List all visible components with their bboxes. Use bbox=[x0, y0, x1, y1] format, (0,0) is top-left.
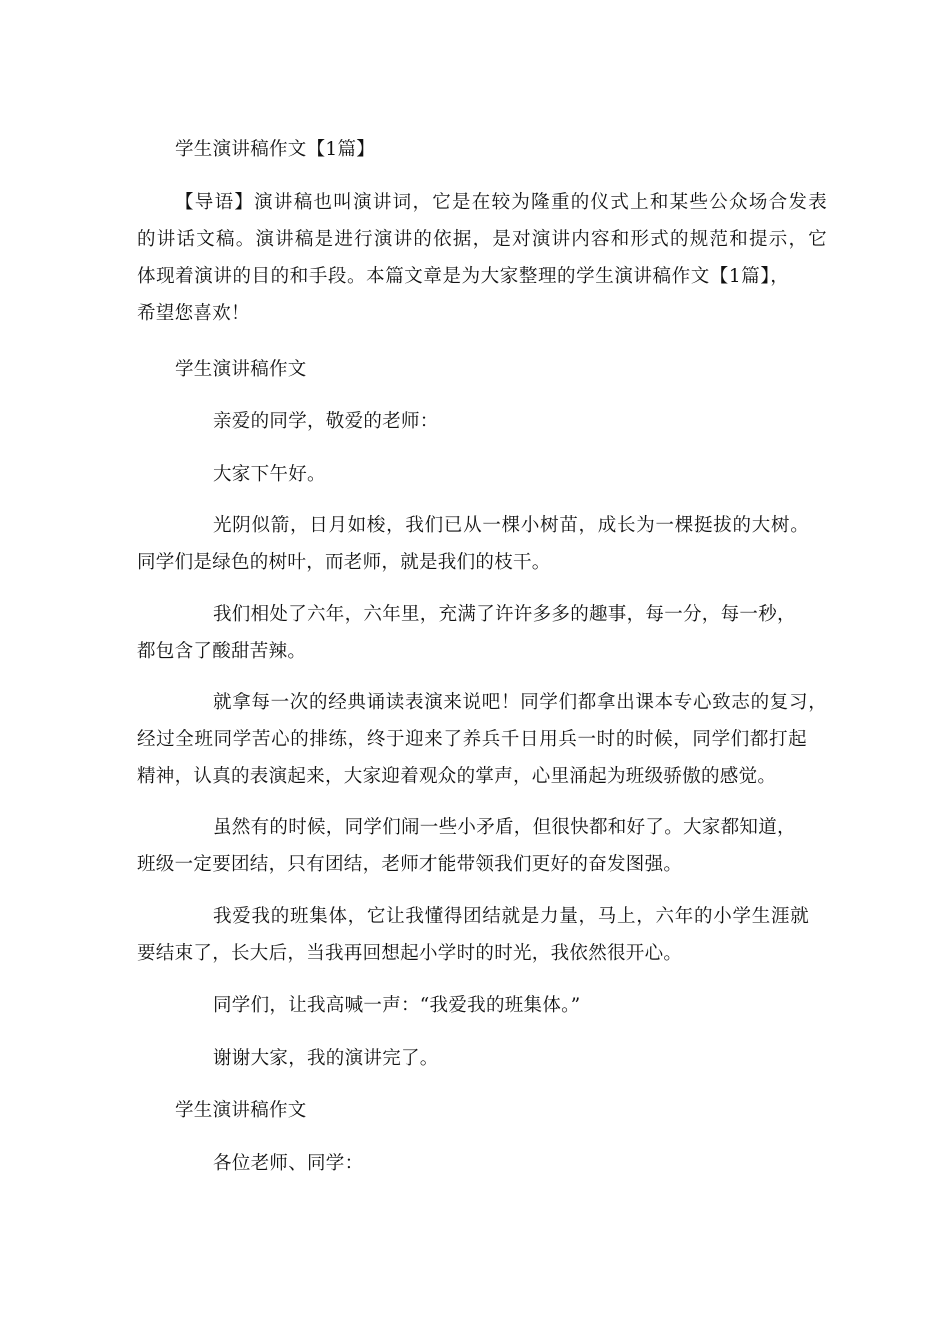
intro-line-4: 希望您喜欢！ bbox=[137, 303, 250, 324]
paragraph-2-line-1: 我们相处了六年，六年里，充满了许许多多的趣事，每一分，每一秒， bbox=[213, 604, 796, 625]
paragraph-1-line-1: 光阴似箭，日月如梭，我们已从一棵小树苗，成长为一棵挺拔的大树。 bbox=[213, 515, 809, 536]
document-title: 学生演讲稿作文【1篇】 bbox=[175, 139, 376, 160]
paragraph-4-line-2: 班级一定要团结，只有团结，老师才能带领我们更好的奋发图强。 bbox=[137, 854, 683, 875]
hello-line: 大家下午好。 bbox=[213, 464, 326, 485]
paragraph-5-line-1: 我爱我的班集体，它让我懂得团结就是力量，马上，六年的小学生涯就 bbox=[213, 906, 809, 927]
intro-line-2: 的讲话文稿。演讲稿是进行演讲的依据，是对演讲内容和形式的规范和提示，它 bbox=[137, 229, 827, 250]
greeting: 亲爱的同学，敬爱的老师： bbox=[213, 411, 439, 432]
section-heading-1: 学生演讲稿作文 bbox=[175, 359, 307, 380]
paragraph-6: 同学们，让我高喊一声：“我爱我的班集体。” bbox=[213, 995, 581, 1016]
paragraph-3-line-2: 经过全班同学苦心的排练，终于迎来了养兵千日用兵一时的时候，同学们都打起 bbox=[137, 729, 807, 750]
paragraph-3-line-1: 就拿每一次的经典诵读表演来说吧！同学们都拿出课本专心致志的复习， bbox=[213, 692, 827, 713]
paragraph-2-line-2: 都包含了酸甜苦辣。 bbox=[137, 641, 307, 662]
paragraph-1-line-2: 同学们是绿色的树叶，而老师，就是我们的枝干。 bbox=[137, 552, 551, 573]
intro-line-1: 【导语】演讲稿也叫演讲词，它是在较为隆重的仪式上和某些公众场合发表 bbox=[175, 192, 827, 213]
paragraph-7: 谢谢大家，我的演讲完了。 bbox=[213, 1048, 439, 1069]
paragraph-3-line-3: 精神，认真的表演起来，大家迎着观众的掌声，心里涌起为班级骄傲的感觉。 bbox=[137, 766, 777, 787]
greeting-2: 各位老师、同学： bbox=[213, 1153, 364, 1174]
paragraph-5-line-2: 要结束了，长大后，当我再回想起小学时的时光，我依然很开心。 bbox=[137, 943, 683, 964]
paragraph-4-line-1: 虽然有的时候，同学们闹一些小矛盾，但很快都和好了。大家都知道， bbox=[213, 817, 796, 838]
section-heading-2: 学生演讲稿作文 bbox=[175, 1100, 307, 1121]
intro-line-3: 体现着演讲的目的和手段。本篇文章是为大家整理的学生演讲稿作文【1篇】， bbox=[137, 266, 789, 287]
